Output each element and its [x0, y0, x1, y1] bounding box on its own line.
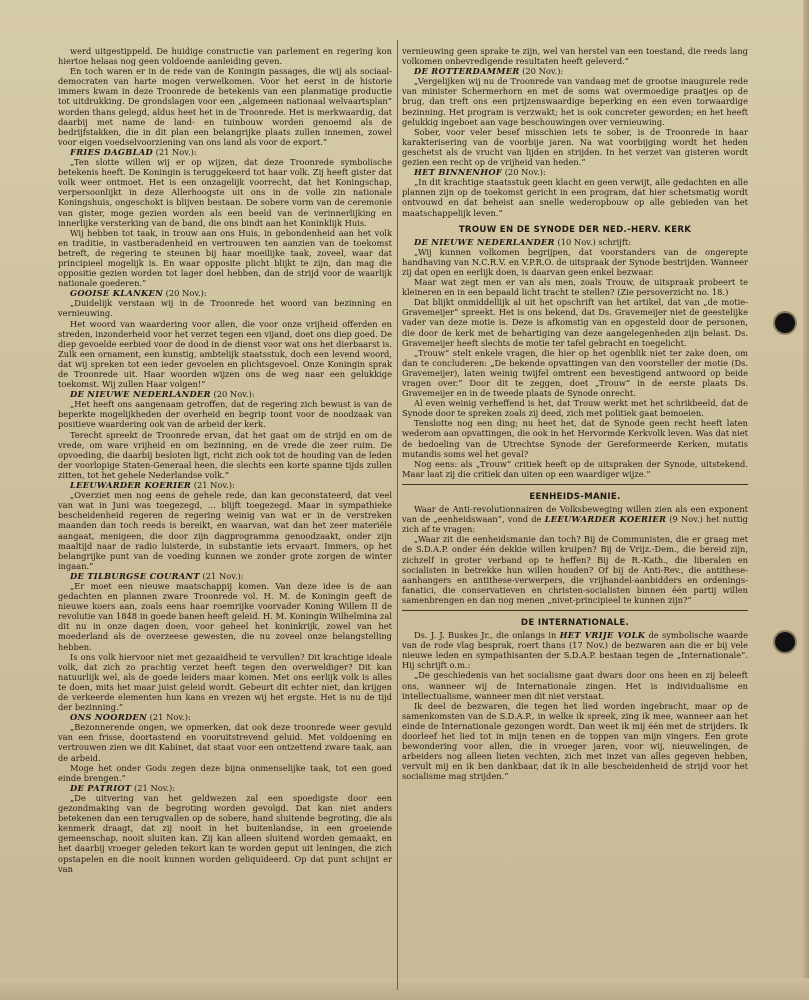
- paragraph: „Duidelijk verstaan wij in de Troonrede het woord van bezinning en vernieuwing.: [58, 298, 392, 319]
- publication-date: (20 Nov.):: [519, 66, 564, 77]
- right-column: [402, 46, 748, 781]
- publication-date: (21 Nov.):: [191, 480, 235, 491]
- page-edge: [803, 0, 809, 1000]
- intro-text: Ds. J. J. Buskes Jr., die onlangs in: [414, 630, 560, 641]
- newspaper-name: HET BINNENHOF: [414, 167, 503, 178]
- publication-date: (20 Nov.):: [210, 389, 255, 400]
- left-column: [58, 46, 392, 874]
- source-heading: [58, 712, 392, 722]
- newspaper-name: DE TILBURGSE COURANT: [70, 570, 200, 581]
- paragraph: Ik deel de bezwaren, die tegen het lied worden ingebracht, maar op de samenkomsten van de S.D.A.P., in welke ik spreek, zing ik mee, wanneer aan het einde de Internationale gezongen wordt. Dan weet ik mij één met de strijders. Ik doorleef het lied tot in mijn tenen en de toppen van mijn vingers. Een grote bewondering voor allen, die in vroeger jaren, voor wij, nieuwelingen, de arbeiders nog alleen lieten vechten, zich met inzet van alles gegeven hebben, vervult mij en ik ben dankbaar, dat ik in alle bescheidenheid de strijd voor het socialisme mag strijden.”: [402, 700, 748, 782]
- newspaper-name: LEEUWARDER KOERIER: [70, 480, 192, 491]
- source-heading: [58, 783, 392, 793]
- newspaper-name: FRIES DAGBLAD: [70, 146, 153, 157]
- paragraph: „De uitvering van het geldwezen zal een spoedigste door een gezondmaking van de begroting worden gevolgd. Dat kan niet anders betekenen dan een terugvallen op de sobere, hand sluitende begroting, die als kenmerk draagt, dat zij nooit in het buitenlandse, in een groeiende gemeenschap, nooit sluiten kan. Zij kan alleen sluitend worden gemaakt, en het daarbij vroeger geleden tekort kan te worden geput uit leningen, die zich opstapelen en die nooit kunnen worden geliquideerd. Op dat punt schijnt er van: [58, 792, 392, 874]
- source-heading: [58, 147, 392, 157]
- section-rule: [402, 484, 748, 485]
- newspaper-name: HET VRIJE VOLK: [559, 630, 646, 641]
- newspaper-name: GOOISE KLANKEN: [70, 288, 164, 299]
- paragraph: werd uitgestippeld. De huidige constructie van parlement en regering kon hiertoe helaas nog geen voldoende aanleiding geven.: [58, 46, 392, 67]
- newspaper-name: ONS NOORDEN: [70, 712, 148, 723]
- paragraph: Wij hebben tot taak, in trouw aan ons Huis, in gebondenheid aan het volk en traditie, in vastberadenheid en vertrouwen ten aanzien van de toekomst betreft, de regering te steunen bij haar moeilijke taak, zoveel, waar dat principieel mogelijk is. En waar opposite plicht blijkt te zijn, dan mag die oppositie gezien worden tot lager doel hebben, dan de strijd voor de waarlijk nationale goederen.”: [58, 227, 392, 289]
- intro-text: de symbolische waarde van de rode vlag besprak, roert thans (17 Nov.) de bezwaren aan die er bij vele nieuwe leden en sympathisanten der S.D.A.P. bestaan tegen de „Internationale”. Hij schrijft o.m.:: [402, 630, 749, 671]
- paragraph: Terecht spreekt de Troonrede ervan, dat het gaat om de strijd en om de vrede, om ware vrijheid en om bezinning, en de vrede die zeer ruim. De opvoeding, die daarbij besloten ligt, richt zich ook tot de houding van de leden der voorlopige Staten-Generaal heen, die slechts een korte spanne tijds zullen zitten, tot het gehele Nederlandse volk.”: [58, 429, 392, 480]
- section-rule: [402, 610, 748, 611]
- paragraph: „In dit krachtige staatsstuk geen klacht en geen verwijt, alle gedachten en alle plannen zijn op de toekomst gericht in een program, dat hier schetsmatig wordt ontvouwd en dat beheist aan snelle wederopbouw op alle gebieden van het maatschappelijk leven.”: [402, 177, 748, 218]
- source-heading: [58, 389, 392, 399]
- section-heading: DE INTERNATIONALE.: [520, 617, 630, 628]
- newspaper-name: DE NIEUWE NEDERLANDER: [414, 236, 555, 247]
- column-divider: [397, 40, 398, 990]
- newspaper-name: DE ROTTERDAMMER: [414, 66, 520, 77]
- source-heading: [402, 167, 748, 177]
- paragraph: En toch waren er in de rede van de Koningin passages, die wij als sociaal-democraten van harte mogen verwelkomen. Voor het eerst in de historie immers kwam in deze Troonrede de betekenis van een planmatige productie tot uitdrukking. De grondslagen voor een „algemeen nationaal welvaartsplan” worden thans gelegd, aldus heet het in de Troonrede. Het is merkwaardig, dat daarbij met name de land- en tuinbouw worden genoemd als de bedrijfstakken, die in dit plan een belangrijke plaats zullen innemen, zowel voor eigen voedselvoorziening van ons land als voor de export.”: [58, 66, 392, 147]
- paragraph: Al even weinig verheffend is het, dat Trouw werkt met het schrikbeeld, dat de Synode door te spreken zoals zij deed, zich met politiek gaat bemoeien.: [402, 398, 748, 419]
- intro-paragraph: [402, 237, 748, 247]
- paragraph: Is ons volk hiervoor niet met gezaaidheid te vervullen? Dit krachtige ideale volk, dat zich zo prachtig verzet heeft tegen den overweldiger? Dit kan natuurlijk wel, als de goede leiders maar komen. Met ons eerlijk volk is alles te doen, mits het maar juist geleid wordt. Gebeurt dit echter niet, dan krijgen de verkeerde elementen hun kans en vrezen wij het ergste. Het is nu de tijd der bezinning.”: [58, 651, 392, 713]
- paragraph: Sober, voor veler besef misschien iets te sober, is de Troonrede in haar karakterisering van de voorbije jaren. Na wat voorbijging wordt het heden geschetst als de vrucht van lijden en strijden. In het verzet van gisteren wordt gezien een recht op de vrijheid van heden.”: [402, 126, 748, 168]
- newspaper-name: DE PATRIOT: [70, 782, 132, 793]
- paragraph: „Overziet men nog eens de gehele rede, dan kan geconstateerd, dat veel van wat in Juni was toegezegd, … blijft toegezegd. Maar in sympathieke bescheidenheid regeren de regering weinig van wat er in de verstreken maanden dan toch reeds is bereikt, en waarvan, wat dan het zeer materiële aangaat, menigeen, die door zijn dagprogramma genoodzaakt, onder zijn maaltijd naar de radio luisterde, in substantie iets ervaart. Immers, op het belangrijke punt van de voeding kunnen we zonder grote zorgen de winter ingaan.”: [58, 490, 392, 571]
- paragraph: Tenslotte nog een ding; nu heet het, dat de Synode geen recht heeft laten wederom aan opvattingen, die ook in het Hervormde Kerkvolk leven. Was dat niet de bedoeling van de Utrechtse Synode der Gereformeerde Kerken, mutatis mutandis soms wel het geval?: [402, 418, 748, 459]
- publication-date: (21 Nov.):: [147, 712, 191, 723]
- paragraph: Moge het onder Gods zegen deze bijna onmenselijke taak, tot een goed einde brengen.”: [58, 762, 392, 783]
- page-bottom-strip: [0, 978, 809, 1000]
- newspaper-name: DE NIEUWE NEDERLANDER: [70, 389, 211, 400]
- intro-paragraph: [402, 630, 748, 670]
- paragraph: „Waar zit die eenheidsmanie dan toch? Bij de Communisten, die er graag met de S.D.A.P. onder één dekkie willen kruipen? Bij de Vrijz.-Dem., die bereid zijn, zichzelf in groter verband op te heffen? Bij de R.-Kath., die liberalen en socialisten in betrekke hun willen houden? Of bij de Anti-Rev., die antithese-aanhangers en antithese-verwerpers, die vrijhandel-aanbidders en ordenings-fanatici, die conservatieven en christen-socialisten binnen één partij willen samenbrengen en dan nog menen „nivet-principieel te kunnen zijn?”: [402, 534, 748, 605]
- paragraph: „Vergelijken wij nu de Troonrede van vandaag met de grootse inaugurele rede van minister Schermerhorn en met de soms wat overmoedige praatjes op de brug, dan treft ons een prijzenswaardige beperking en een even torwaardige bezinning. Het program is verzwakt; het is ook concreter geworden; en het heeft gelukkig ingeboet aan vage beschouwingen over vernieuwing.: [402, 76, 748, 127]
- publication-date: (20 Nov.):: [502, 167, 546, 178]
- section-heading: TROUW EN DE SYNODE DER NED.-HERV. KERK: [458, 224, 692, 235]
- paragraph: vernieuwing geen sprake te zijn, wel van herstel van een toestand, die reeds lang volkomen onbevredigende resultaten heeft geleverd.”: [402, 46, 748, 67]
- paragraph: „Bezonnerende ongen, we opmerken, dat ook deze troonrede weer gevuld van een frisse, doortastend en vooruitstrevend geluid. Met voldoening en vertrouwen zien we dit Kabinet, dat staat voor een ontzettend zware taak, aan de arbeid.: [58, 722, 392, 763]
- paragraph: Maar wat zegt men er van als men, zoals Trouw, de uitspraak probeert te kleineren en in een bepaald licht tracht te stellen? (Zie persoverzicht no. 18.): [402, 277, 748, 298]
- source-heading: [58, 288, 392, 298]
- intro-text: (10 Nov.) schrijft:: [554, 236, 632, 247]
- section-heading: EENHEIDS-MANIE.: [529, 491, 621, 502]
- paragraph: „Ten slotte willen wij er op wijzen, dat deze Troonrede symbolische betekenis heeft. De Koningin is teruggekeerd tot haar volk. Zij heeft gister dat volk weer ontmoet. Het is een onzagelijk voorrecht, dat het Koningschap, verpersoonlijkt in deze Allerhoogste uit ons in de volle zin nationale Koningshuis, ongeschokt is blijven bestaan. De sobere vorm van de ceremonie van gister, moge gezien worden als een beeld van de verinnerlijking en innerlijke versterking van de band, die ons bindt aan het Koninklijk Huis.: [58, 157, 392, 228]
- source-heading: [58, 480, 392, 490]
- paragraph: Dat blijkt onmiddellijk al uit het opschrift van het artikel, dat van „de motie-Gravemeijer” spreekt. Het is ons bekend, dat Ds. Gravemeijer niet de geestelijke vader van deze motie is. Deze is afkomstig van en opgesteld door de personen, die door de kerk met de behartiging van deze aangelegenheden zijn belast. Ds. Gravemeijer heeft slechts de motie ter tafel gebracht en toegelicht.: [402, 297, 748, 348]
- punch-hole-top: [775, 313, 795, 333]
- intro-paragraph: [402, 504, 748, 534]
- publication-date: (21 Nov.):: [152, 146, 197, 157]
- intro-text: Waar de Anti-revolutionnairen de Volksbeweging willen zien als een exponent van de „eenheidswaan”, vond de: [402, 504, 748, 525]
- publication-date: (21 Nov.):: [131, 782, 176, 793]
- punch-hole-bottom: [775, 632, 795, 652]
- publication-date: (21 Nov.):: [199, 570, 244, 581]
- intro-text: (9 Nov.) het nuttig zich af te vragen:: [402, 514, 748, 535]
- paragraph: „De geschiedenis van het socialisme gaat dwars door ons heen en zij beleeft ons, wanneer wij de Internationale zingen. Het is individualisme en intellectualisme, wanneer men dit niet verstaat.: [402, 670, 748, 701]
- newspaper-name: LEEUWARDER KOERIER: [544, 514, 667, 525]
- paragraph: „Wij kunnen volkomen begrijpen, dat voorstanders van de ongerepte handhaving van N.C.R.V. en V.P.R.O. de uitspraak der Synode bestrijden. Wanneer zij dat open en eerlijk doen, is daarvan geen enkel bezwaar.: [402, 246, 748, 277]
- source-heading: [402, 66, 748, 76]
- publication-date: (20 Nov.):: [163, 288, 207, 299]
- paragraph: Het woord van waardering voor allen, die voor onze vrijheid offerden en streden, inzonderheid voor het verzet tegen een vijand, doet ons diep goed. De diep gevoelde eerbied voor de dood in de dienst voor wat ons het dierbaarst is. Zulk een ornament, een kunstig, ambtelijk staatsstuk, doch een levend woord, dat wij spreken tot een ieder gevoelen en plichtsgevoel. Onze Koningin sprak de Troonrede uit. Haar woorden wijzen ons de weg naar een gelukkige toekomst. Wij zullen Haar volgen!”: [58, 318, 392, 390]
- source-heading: [58, 571, 392, 581]
- paragraph: Nog eens: als „Trouw” critiek heeft op de uitspraken der Synode, uitstekend. Maar laat zij die critiek dan uiten op een waardiger wijze.”: [402, 458, 748, 479]
- paragraph: „Het heeft ons aangenaam getroffen, dat de regering zich bewust is van de beperkte mogelijkheden der overheid en begrip toont voor de noodzaak van positieve waardering ook van de arbeid der kerk.: [58, 399, 392, 430]
- paragraph: „Er moet een nieuwe maatschappij komen. Van deze idee is de aan gedachten en plannen zware Troonrede vol. H. M. de Koningin geeft de nieuwe koers aan, zoals eens haar roemrijke voorvader Koning Willem II de revolutie van 1848 in goede banen heeft geleid. H. M. Koningin Wilhelmina zal dit nu in onze dagen doen, voor geheel het koninkrijk, zowel van het moederland als de overzeese gewesten, die nu zoveel onze belangstelling hebben.: [58, 580, 392, 652]
- paragraph: „Trouw” stelt enkele vragen, die hier op het ogenblik niet ter zake doen, om dan te concluderen: „De bekende opvattingen van den voorsteller der motie (Ds. Gravemeijer), laten weinig twijfel omtrent een bevestigend antwoord op beide vragen over.” Door dit te zeggen, doet „Trouw” in de eerste plaats Ds. Gravemeijer en in de tweede plaats de Synode onrecht.: [402, 347, 748, 399]
